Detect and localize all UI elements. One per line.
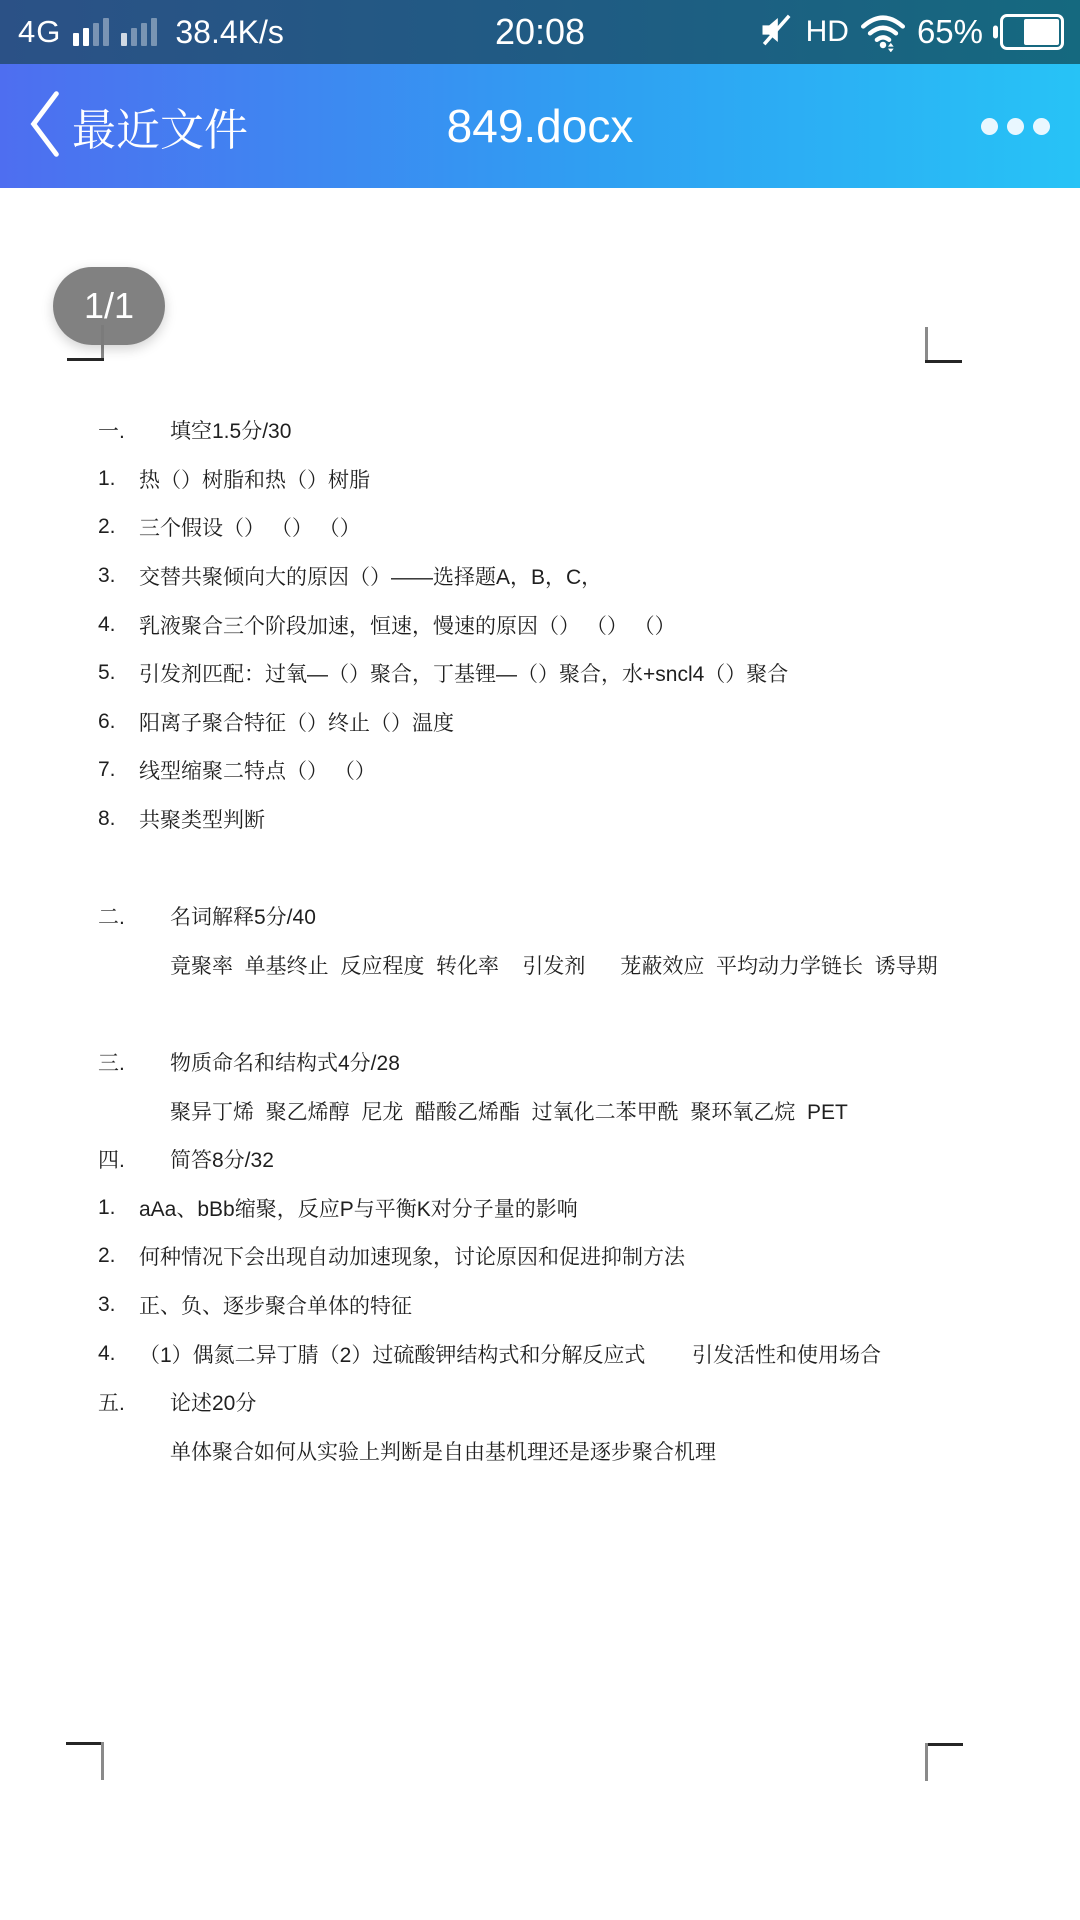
doc-line-text: 填空1.5分/30: [170, 420, 292, 444]
doc-line-num: 6.: [98, 709, 116, 733]
network-speed-label: 38.4K/s: [175, 13, 284, 50]
status-right-cluster: [755, 10, 1064, 55]
doc-line-text: 竟聚率 单基终止 反应程度 转化率 引发剂 茏蔽效应 平均动力学链长 诱导期: [170, 954, 938, 978]
doc-section-heading: [98, 406, 1050, 455]
sim2-signal-icon: [121, 18, 157, 46]
doc-line-text: 聚异丁烯 聚乙烯醇 尼龙 醋酸乙烯酯 过氧化二苯甲酰 聚环氧乙烷 PET: [170, 1100, 848, 1124]
doc-line-text: 名词解释5分/40: [170, 906, 316, 930]
doc-line-text: 乳液聚合三个阶段加速，恒速，慢速的原因（） （） （）: [139, 614, 676, 638]
doc-line-num: 4.: [98, 612, 116, 636]
doc-line-text: 线型缩聚二特点（） （）: [139, 760, 376, 784]
app-bar: [0, 64, 1080, 188]
speaker-muted-icon: [755, 10, 795, 55]
doc-text-line: [98, 1086, 1050, 1135]
doc-list-item: [98, 746, 1050, 795]
doc-section-heading: [98, 1378, 1050, 1427]
blank-line: [98, 843, 1050, 892]
doc-list-item: [98, 649, 1050, 698]
document-title: 849.docx: [446, 100, 634, 152]
doc-line-num: 四.: [98, 1149, 125, 1173]
doc-list-item: [98, 1232, 1050, 1281]
doc-line-text: 论述20分: [170, 1392, 257, 1416]
doc-text-line: [98, 1426, 1050, 1475]
status-bar: [0, 0, 1080, 64]
doc-line-text: 阳离子聚合特征（）终止（）温度: [139, 711, 454, 735]
crop-mark-top-right: [925, 327, 928, 361]
doc-line-text: aAa、bBb缩聚，反应P与平衡K对分子量的影响: [139, 1197, 578, 1221]
doc-line-text: 简答8分/32: [170, 1149, 274, 1173]
back-label: 最近文件: [72, 106, 248, 155]
battery-percent-label: 65%: [916, 13, 983, 50]
more-dots-icon[interactable]: [977, 104, 1054, 149]
crop-mark-bottom-left: [66, 1742, 104, 1745]
back-button[interactable]: [26, 88, 248, 165]
doc-line-num: 4.: [98, 1341, 116, 1365]
doc-list-item: [98, 1184, 1050, 1233]
blank-line: [98, 989, 1050, 1038]
doc-line-num: 3.: [98, 564, 116, 588]
doc-line-text: （1）偶氮二异丁腈（2）过硫酸钾结构式和分解反应式 引发活性和使用场合: [139, 1343, 882, 1367]
crop-mark-bottom-right: [925, 1743, 928, 1781]
doc-section-heading: [98, 892, 1050, 941]
doc-list-item: [98, 503, 1050, 552]
doc-line-num: 2.: [98, 1244, 116, 1268]
doc-line-num: 2.: [98, 515, 116, 539]
network-type-label: 4G: [18, 14, 62, 49]
doc-line-text: 热（）树脂和热（）树脂: [139, 468, 370, 492]
status-left-cluster: [18, 14, 284, 51]
doc-line-text: 物质命名和结构式4分/28: [170, 1052, 400, 1076]
clock-label: 20:08: [494, 11, 586, 52]
wifi-icon: [860, 12, 906, 52]
doc-line-text: 共聚类型判断: [139, 809, 265, 833]
doc-line-text: 引发剂匹配：过氧—（）聚合，丁基锂—（）聚合，水+sncl4（）聚合: [139, 663, 789, 687]
doc-line-num: 1.: [98, 1195, 116, 1219]
doc-list-item: [98, 455, 1050, 504]
doc-line-text: 交替共聚倾向大的原因（）——选择题A，B，C，: [139, 566, 603, 590]
doc-line-num: 五.: [98, 1392, 125, 1416]
doc-list-item: [98, 1281, 1050, 1330]
doc-list-item: [98, 1329, 1050, 1378]
doc-line-num: 5.: [98, 661, 116, 685]
doc-line-text: 三个假设（） （） （）: [139, 517, 361, 541]
doc-line-num: 8.: [98, 807, 116, 831]
doc-text-line: [98, 941, 1050, 990]
doc-list-item: [98, 552, 1050, 601]
doc-line-text: 正、负、逐步聚合单体的特征: [139, 1294, 412, 1318]
doc-line-num: 3.: [98, 1292, 116, 1316]
document-content: [98, 406, 1050, 1475]
doc-list-item: [98, 698, 1050, 747]
hd-voice-label: HD: [805, 15, 849, 48]
document-page[interactable]: [0, 188, 1080, 1920]
doc-line-text: 单体聚合如何从实验上判断是自由基机理还是逐步聚合机理: [170, 1440, 716, 1464]
doc-section-heading: [98, 1135, 1050, 1184]
doc-line-num: 二.: [98, 906, 125, 930]
doc-list-item: [98, 795, 1050, 844]
doc-line-text: 何种情况下会出现自动加速现象，讨论原因和促进抑制方法: [139, 1246, 685, 1270]
doc-line-num: 一.: [98, 420, 125, 444]
battery-icon: [1000, 14, 1064, 50]
doc-list-item: [98, 600, 1050, 649]
crop-mark-top-left: [67, 358, 104, 361]
crop-mark-top-right: [925, 360, 962, 363]
chevron-left-icon: [26, 88, 64, 165]
doc-line-num: 1.: [98, 466, 116, 490]
doc-section-heading: [98, 1038, 1050, 1087]
crop-mark-bottom-right: [925, 1743, 963, 1746]
doc-line-num: 7.: [98, 758, 116, 782]
crop-mark-bottom-left: [101, 1742, 104, 1780]
doc-line-num: 三.: [98, 1052, 125, 1076]
sim1-signal-icon: [73, 18, 109, 46]
page-indicator-badge: 1/1: [53, 267, 165, 345]
